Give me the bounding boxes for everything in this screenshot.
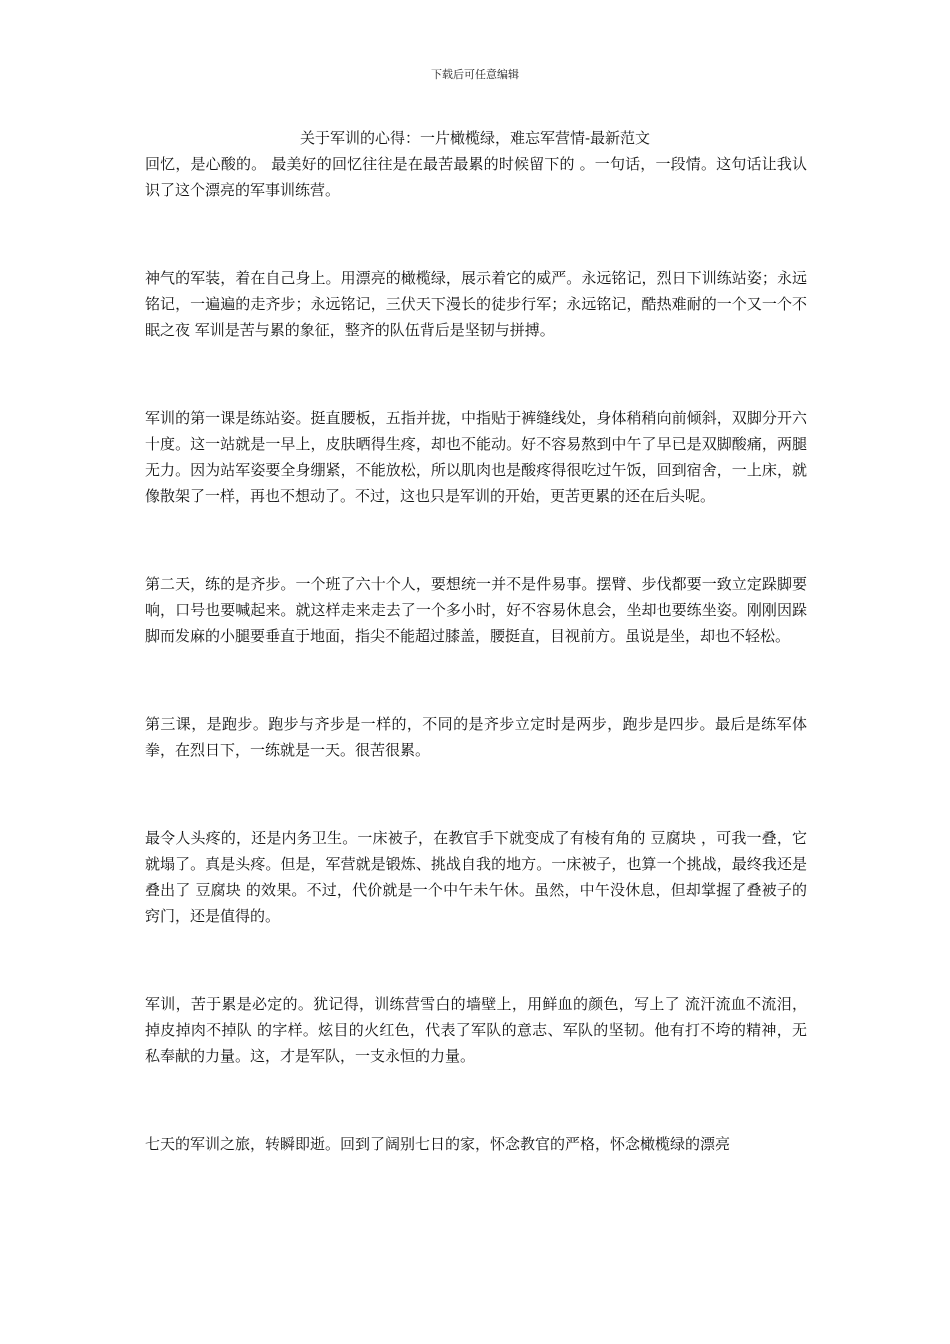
paragraph-8: 七天的军训之旅，转瞬即逝。回到了阔别七日的家，怀念教官的严格，怀念橄榄绿的漂亮 bbox=[145, 1135, 731, 1153]
paragraph-4: 第二天，练的是齐步。一个班了六十个人，要想统一并不是件易事。摆臂、步伐都要一致立定跺脚要响，口号也要喊起来。就这样走来走去了一个多小时，好不容易休息会，坐却也要练坐姿。刚刚因跺脚而发麻的小腿要垂直于地面，指尖不能超过膝盖，腰挺直，目视前方。虽说是坐，却也不轻松。 bbox=[145, 575, 807, 645]
header-note: 下载后可任意编辑 bbox=[431, 68, 519, 81]
paragraph-1: 回忆，是心酸的。 最美好的回忆往往是在最苦最累的时候留下的 。一句话，一段情。这句话让我认识了这个漂亮的军事训练营。 bbox=[145, 155, 807, 199]
paragraph-5: 第三课，是跑步。跑步与齐步是一样的，不同的是齐步立定时是两步，跑步是四步。最后是练军体拳，在烈日下，一练就是一天。很苦很累。 bbox=[145, 715, 807, 759]
document-title: 关于军训的心得：一片橄榄绿，难忘军营情-最新范文 bbox=[299, 129, 651, 147]
paragraph-2: 神气的军装，着在自己身上。用漂亮的橄榄绿，展示着它的威严。永远铭记，烈日下训练站姿；永远铭记，一遍遍的走齐步；永远铭记，三伏天下漫长的徒步行军；永远铭记，酷热难耐的一个又一个不眠之夜 军训是苦与累的象征，整齐的队伍背后是坚韧与拼搏。 bbox=[145, 269, 807, 339]
paragraph-3: 军训的第一课是练站姿。挺直腰板，五指并拢，中指贴于裤缝线处，身体稍稍向前倾斜，双脚分开六十度。这一站就是一早上，皮肤晒得生疼，却也不能动。好不容易熬到中午了早已是双脚酸痛，两腿无力。因为站军姿要全身绷紧，不能放松，所以肌肉也是酸疼得很吃过午饭，回到宿舍，一上床，就像散架了一样，再也不想动了。不过，这也只是军训的开始，更苦更累的还在后头呢。 bbox=[145, 409, 807, 505]
document-body bbox=[145, 151, 807, 1157]
paragraph-7: 军训，苦于累是必定的。犹记得，训练营雪白的墙壁上，用鲜血的颜色，写上了 流汗流血不流泪，掉皮掉肉不掉队 的字样。炫目的火红色，代表了军队的意志、军队的坚韧。他有打不垮的精神，无私奉献的力量。这，才是军队，一支永恒的力量。 bbox=[145, 995, 807, 1065]
paragraph-6: 最令人头疼的，还是内务卫生。一床被子，在教官手下就变成了有棱有角的 豆腐块 ，可我一叠，它就塌了。真是头疼。但是，军营就是锻炼、挑战自我的地方。一床被子，也算一个挑战，最终我还是叠出了 豆腐块 的效果。不过，代价就是一个中午未午休。虽然，中午没休息，但却掌握了叠被子的窍门，还是值得的。 bbox=[145, 829, 807, 925]
